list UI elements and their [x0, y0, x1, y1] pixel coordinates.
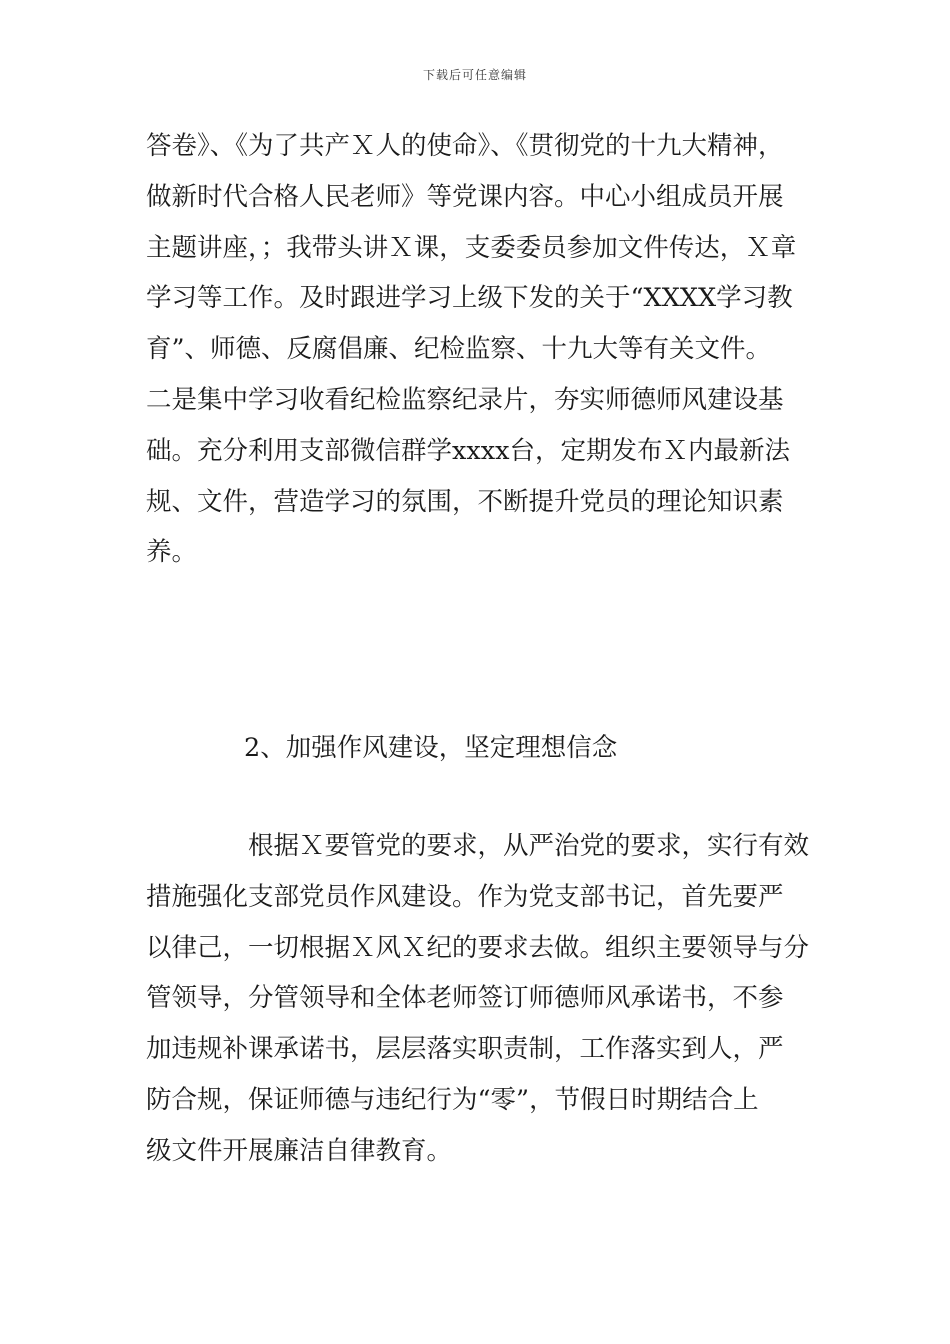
paragraph-line: 加违规补课承诺书，层层落实职责制，工作落实到人，严 — [146, 1034, 784, 1065]
body-paragraph-1 — [146, 121, 810, 578]
paragraph-line: 养。 — [146, 537, 198, 568]
page-header-note: 下载后可任意编辑 — [422, 68, 527, 82]
paragraph-line: 根据Ｘ要管党的要求，从严治党的要求，实行有效 — [248, 831, 810, 861]
paragraph-line: 主题讲座，；我带头讲Ｘ课，支委委员参加文件传达，Ｘ章 — [146, 232, 797, 263]
section-heading: 2、加强作风建设，坚定理想信念 — [244, 733, 618, 763]
paragraph-line: 做新时代合格人民老师》等党课内容。中心小组成员开展 — [146, 181, 784, 212]
paragraph-line: 管领导，分管领导和全体老师签订师德师风承诺书，不参 — [146, 983, 784, 1014]
paragraph-line: 育”、师德、反腐倡廉、纪检监察、十九大等有关文件。 — [146, 334, 772, 365]
paragraph-line: 防合规，保证师德与违纪行为“零”，节假日时期结合上 — [146, 1084, 759, 1115]
paragraph-line: 答卷》、《为了共产Ｘ人的使命》、《贯彻党的十九大精神， — [146, 131, 784, 161]
paragraph-line: 措施强化支部党员作风建设。作为党支部书记，首先要严 — [146, 881, 784, 912]
paragraph-line: 学习等工作。及时跟进学习上级下发的关于“XXXX学习教 — [146, 283, 793, 314]
paragraph-line: 以律己，一切根据Ｘ风Ｘ纪的要求去做。组织主要领导与分 — [146, 932, 810, 963]
paragraph-line: 础。充分利用支部微信群学xxxx台，定期发布Ｘ内最新法 — [146, 435, 791, 466]
paragraph-line: 二是集中学习收看纪检监察纪录片，夯实师德师风建设基 — [146, 384, 784, 415]
paragraph-line: 级文件开展廉洁自律教育。 — [146, 1135, 453, 1166]
paragraph-line: 规、文件，营造学习的氛围，不断提升党员的理论知识素 — [146, 486, 784, 517]
body-paragraph-2 — [146, 821, 810, 1177]
